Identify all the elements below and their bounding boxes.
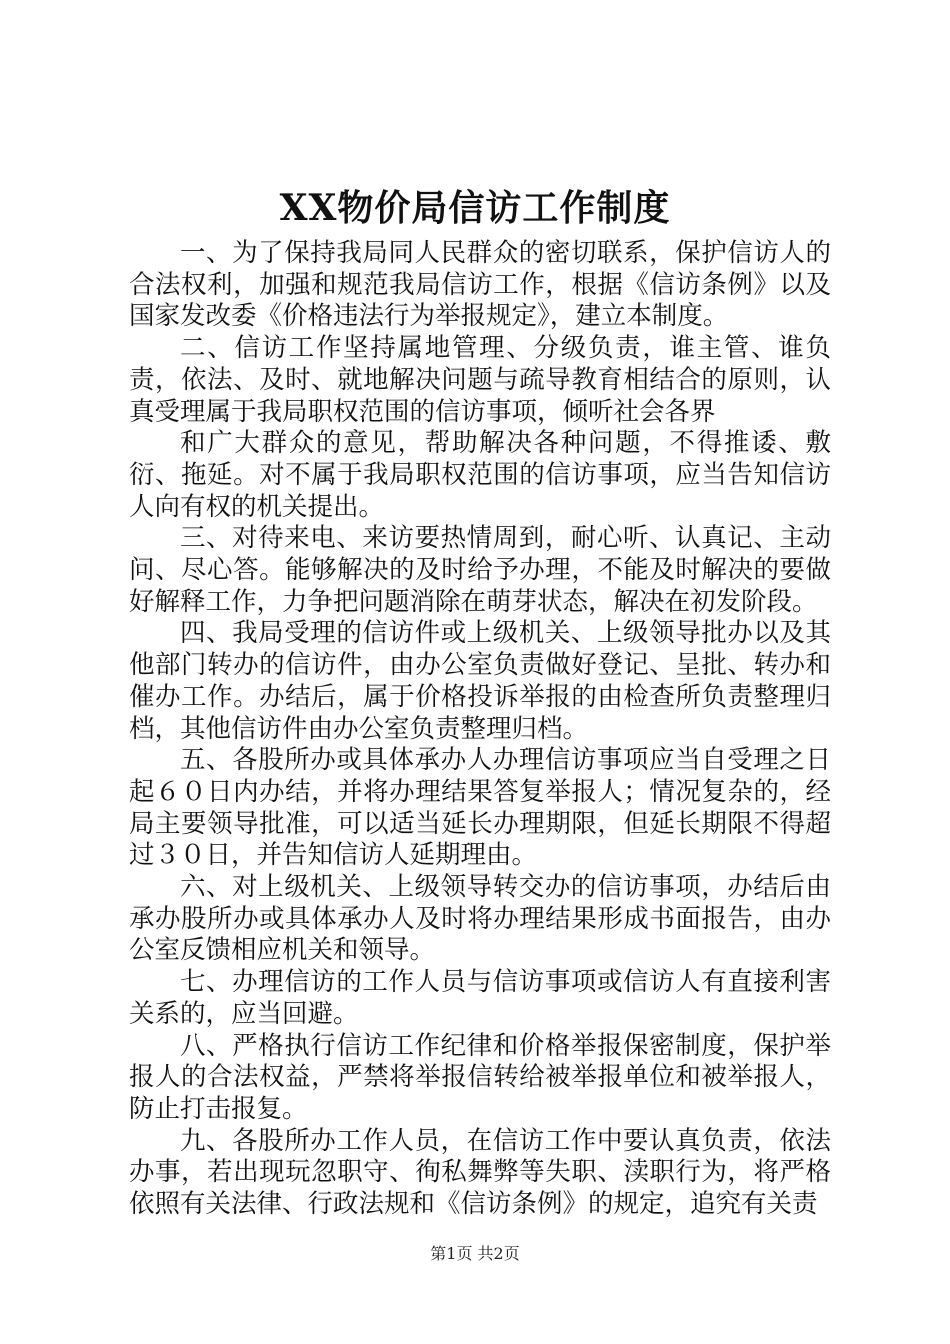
paragraph-5: 四、我局受理的信访件或上级机关、上级领导批办以及其他部门转办的信访件，由办公室负责做好登记、呈批、转办和催办工作。办结后，属于价格投诉举报的由检查所负责整理归档，其他信访件由办公室负责整理归档。: [129, 618, 831, 744]
paragraph-6: 五、各股所办或具体承办人办理信访事项应当自受理之日起６０日内办结，并将办理结果答复举报人；情况复杂的，经局主要领导批准，可以适当延长办理期限，但延长期限不得超过３０日，并告知信访人延期理由。: [129, 745, 831, 871]
document-title: XX物价局信访工作制度: [279, 187, 671, 229]
paragraph-2: 二、信访工作坚持属地管理、分级负责，谁主管、谁负责，依法、及时、就地解决问题与疏导教育相结合的原则，认真受理属于我局职权范围的信访事项，倾听社会各界: [129, 333, 831, 427]
paragraph-9: 八、严格执行信访工作纪律和价格举报保密制度，保护举报人的合法权益，严禁将举报信转给被举报单位和被举报人，防止打击报复。: [129, 1030, 831, 1124]
paragraph-3: 和广大群众的意见，帮助解决各种问题，不得推诿、敷衍、拖延。对不属于我局职权范围的信访事项，应当告知信访人向有权的机关提出。: [129, 428, 831, 522]
paragraph-4: 三、对待来电、来访要热情周到，耐心听、认真记、主动问、尽心答。能够解决的及时给予办理，不能及时解决的要做好解释工作，力争把问题消除在萌芽状态，解决在初发阶段。: [129, 523, 831, 617]
paragraph-8: 七、办理信访的工作人员与信访事项或信访人有直接利害关系的，应当回避。: [129, 967, 831, 1029]
paragraph-10: 九、各股所办工作人员，在信访工作中要认真负责，依法办事，若出现玩忽职守、徇私舞弊等失职、渎职行为，将严格依照有关法律、行政法规和《信访条例》的规定，追究有关责: [129, 1125, 831, 1220]
document-body: [129, 238, 831, 1221]
page-indicator: 第1页 共2页: [430, 1244, 520, 1263]
paragraph-7: 六、对上级机关、上级领导转交办的信访事项，办结后由承办股所办或具体承办人及时将办理结果形成书面报告，由办公室反馈相应机关和领导。: [129, 872, 831, 966]
page-footer: [0, 1243, 950, 1265]
paragraph-1: 一、为了保持我局同人民群众的密切联系，保护信访人的合法权利，加强和规范我局信访工作，根据《信访条例》以及国家发改委《价格违法行为举报规定》，建立本制度。: [129, 238, 831, 332]
